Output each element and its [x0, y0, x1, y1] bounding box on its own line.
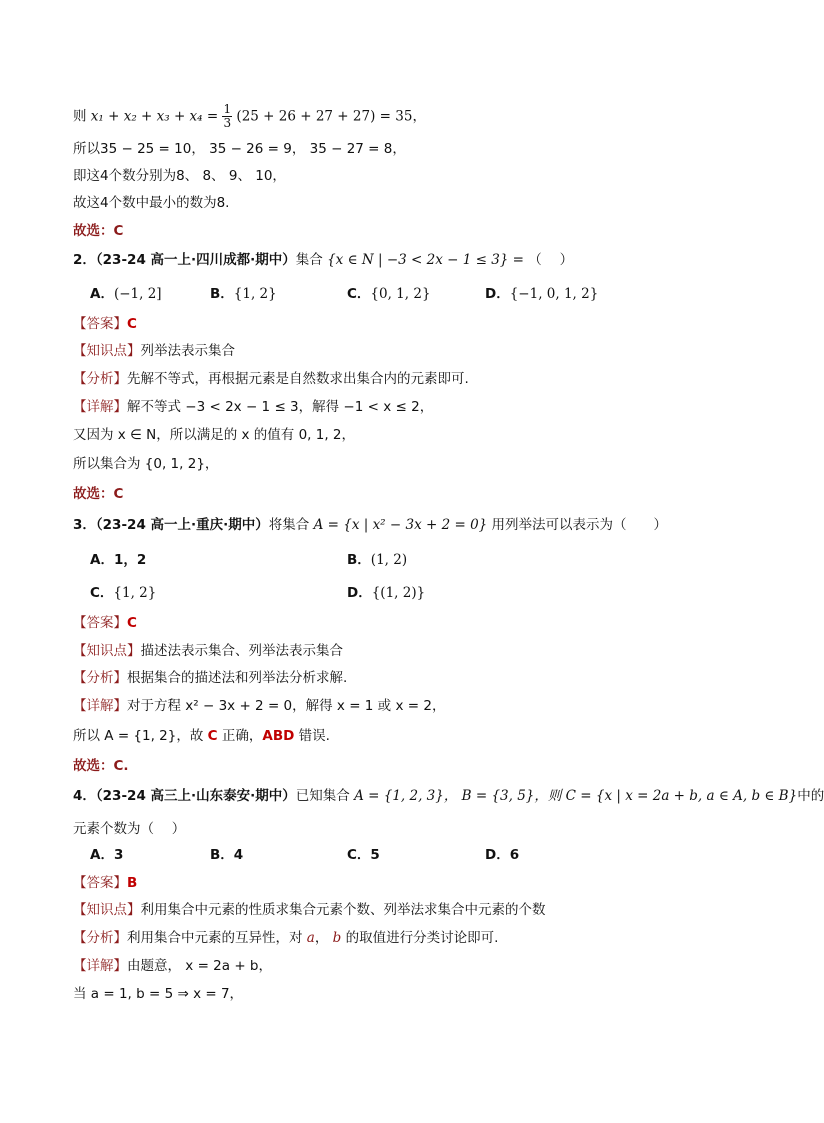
q3-answer: 【答案】C: [73, 615, 137, 631]
q4-analysis: 【分析】利用集合中元素的互异性，对 a， b 的取值进行分类讨论即可.: [73, 930, 499, 946]
q4-option-b: B．4: [210, 847, 244, 863]
q3-option-a: A．1，2: [90, 552, 147, 568]
q2-detail-3: 所以集合为 {0, 1, 2}，: [73, 456, 219, 472]
fraction-one-third: $\frac{1}{3}$: [223, 102, 232, 130]
q2-final-answer: 故选：C: [73, 486, 124, 502]
q4-answer: 【答案】B: [73, 875, 138, 891]
q2-option-d: D．{−1, 0, 1, 2}: [485, 286, 599, 302]
q2-analysis: 【分析】先解不等式，再根据元素是自然数求出集合内的元素即可.: [73, 371, 469, 387]
question-2-stem: 2．（23-24 高一上·四川成都·期中）集合 {x ∈ N | −3 < 2x − 1 ≤ 3} = （ ）: [73, 252, 574, 268]
q2-detail-2: 又因为 x ∈ N，所以满足的 x 的值有 0, 1, 2，: [73, 427, 356, 443]
q2-detail-1: 【详解】解不等式 −3 < 2x − 1 ≤ 3，解得 −1 < x ≤ 2，: [73, 399, 434, 415]
q4-option-c: C．5: [347, 847, 380, 863]
solution-final-answer: 故选：C: [73, 223, 124, 239]
question-4-stem: 4．（23-24 高三上·山东泰安·期中）已知集合 A = {1, 2, 3}， B = {3, 5}，则 C = {x | x = 2a + b, a ∈ A, b ∈ B}中的: [73, 788, 824, 804]
q4-detail-2: 当 a = 1, b = 5 ⇒ x = 7，: [73, 986, 244, 1002]
q4-detail-1: 【详解】由题意， x = 2a + b，: [73, 958, 272, 974]
q3-option-d: D．{(1, 2)}: [347, 585, 426, 601]
q2-option-b: B．{1, 2}: [210, 286, 277, 302]
question-4-stem-cont: 元素个数为（ ）: [73, 821, 186, 837]
q3-analysis: 【分析】根据集合的描述法和列举法分析求解.: [73, 670, 348, 686]
solution-line-min: 故这4个数中最小的数为8.: [73, 195, 230, 211]
question-3-stem: 3．（23-24 高一上·重庆·期中）将集合 A = {x | x² − 3x + 2 = 0} 用列举法可以表示为（ ）: [73, 517, 668, 533]
q2-option-c: C．{0, 1, 2}: [347, 286, 431, 302]
q3-final-answer: 故选：C.: [73, 758, 129, 774]
q4-option-d: D．6: [485, 847, 520, 863]
q3-option-b: B．(1, 2): [347, 552, 408, 568]
q4-option-a: A．3: [90, 847, 124, 863]
solution-line-numbers: 即这4个数分别为8、 8、 9、 10，: [73, 168, 286, 184]
q2-option-a: A．(−1, 2]: [90, 286, 162, 302]
solution-line-diffs: 所以35 − 25 = 10， 35 − 26 = 9， 35 − 27 = 8，: [73, 141, 406, 157]
q4-knowledge-point: 【知识点】利用集合中元素的性质求集合元素个数、列举法求集合中元素的个数: [73, 902, 546, 918]
q3-knowledge-point: 【知识点】描述法表示集合、列举法表示集合: [73, 643, 343, 659]
q2-answer: 【答案】C: [73, 316, 137, 332]
q3-detail-1: 【详解】对于方程 x² − 3x + 2 = 0，解得 x = 1 或 x = 2，: [73, 698, 446, 714]
solution-line-sum: 则 x₁ + x₂ + x₃ + x₄ = $\frac{1}{3}$ (25 + 26 + 27 + 27) = 35，: [73, 102, 426, 130]
q2-knowledge-point: 【知识点】列举法表示集合: [73, 343, 235, 359]
q3-detail-2: 所以 A = {1, 2}，故 C 正确，ABD 错误.: [73, 728, 330, 744]
q3-option-c: C．{1, 2}: [90, 585, 157, 601]
